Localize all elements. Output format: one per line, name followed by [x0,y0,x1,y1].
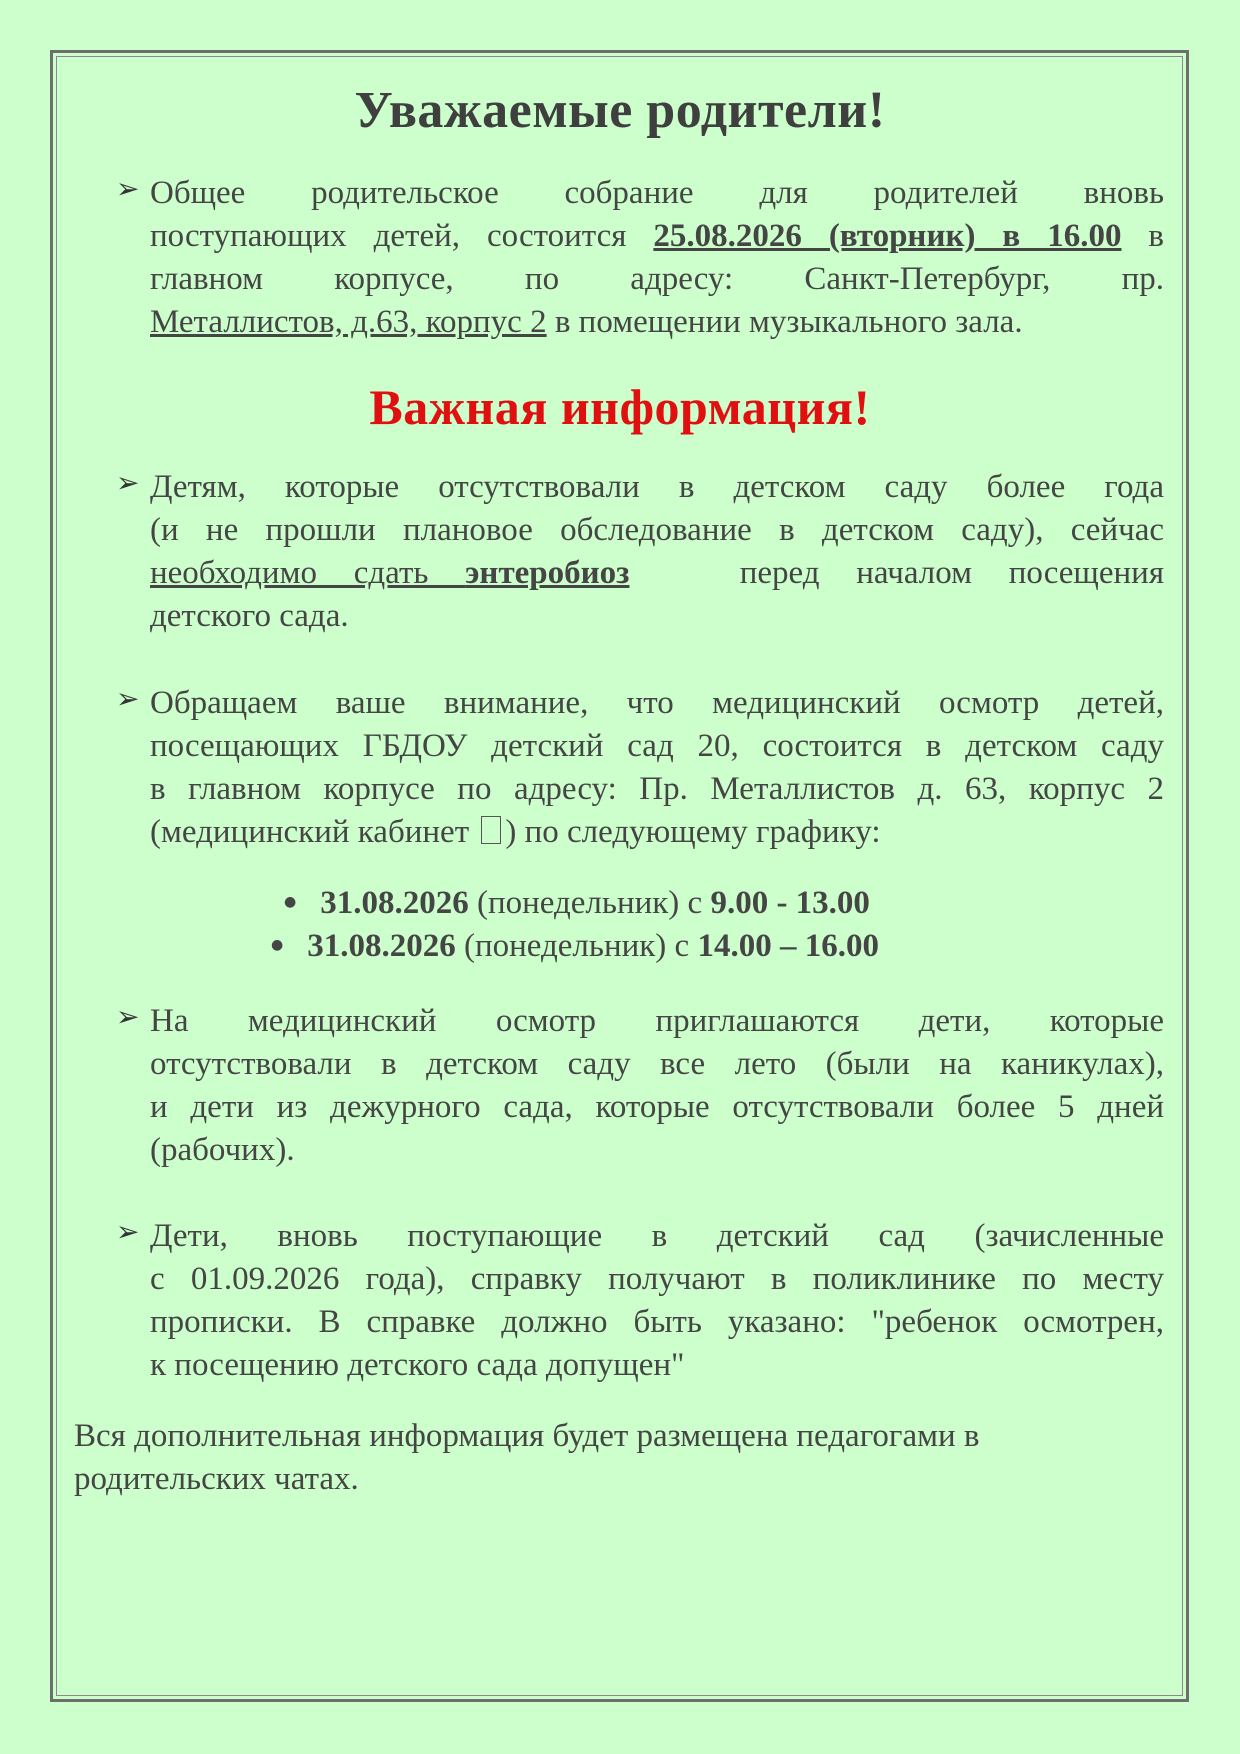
schedule-item: ● 31.08.2026 (понедельник) с 9.00 - 13.00 [284,885,870,921]
arrow-bullet-icon: ➢ [116,682,140,715]
dot-bullet-icon: ● [271,936,284,953]
schedule-date: 31.08.2026 [320,885,469,921]
arrow-bullet-icon: ➢ [116,172,140,205]
text-line: Общее родительское собрание для родителей вновь [150,175,1164,211]
text-line: Дети, вновь поступающие в детский сад (зачисленные [150,1218,1164,1254]
dot-bullet-icon: ● [284,893,297,910]
meeting-date: 25.08.2026 (вторник) в 16.00 [653,218,1122,254]
text-line: к посещению детского сада допущен" [150,1347,685,1383]
schedule-time: 14.00 – 16.00 [697,928,879,964]
schedule-item: ● 31.08.2026 (понедельник) с 14.00 – 16.00 [271,928,879,964]
schedule-time: 9.00 - 13.00 [710,885,870,921]
paragraph-new-children [150,1215,1164,1387]
text-line: (и не прошли плановое обследование в детском саду), сейчас [150,512,1164,548]
text-line: детского сада. [150,598,349,634]
text-line: родительских чатах. [74,1461,359,1497]
footer-note [74,1415,1174,1501]
arrow-bullet-icon: ➢ [116,466,140,499]
text-line: необходимо сдать энтеробиоз перед началом посещения [150,555,1164,591]
text-line: (медицинский кабинет ) по следующему графику: [150,814,881,850]
text-line: Вся дополнительная информация будет размещена педагогами в [74,1418,980,1454]
arrow-bullet-icon: ➢ [116,1000,140,1033]
arrow-bullet-icon: ➢ [116,1215,140,1248]
text-line: На медицинский осмотр приглашаются дети, которые [150,1003,1164,1039]
paragraph-enterobiasis [150,466,1164,638]
text-line: отсутствовали в детском саду все лето (были на каникулах), [150,1046,1164,1082]
text-line: Обращаем ваше внимание, что медицинский осмотр детей, [150,685,1164,721]
page-title: Уважаемые родители! [354,82,886,139]
text-line: Металлистов, д.63, корпус 2 в помещении музыкального зала. [150,304,1023,340]
text-line: с 01.09.2026 года), справку получают в поликлинике по месту [150,1261,1164,1297]
enterobiasis-term: энтеробиоз [465,555,630,591]
text-line: Детям, которые отсутствовали в детском саду более года [150,469,1164,505]
text-line: главном корпусе, по адресу: Санкт-Петербург, пр. [150,261,1164,297]
text-line: и дети из дежурного сада, которые отсутствовали более 5 дней [150,1089,1164,1125]
paragraph-meeting [150,172,1164,344]
text-line: (рабочих). [150,1132,295,1168]
address: Металлистов, д.63, корпус 2 [150,304,547,340]
schedule-date: 31.08.2026 [307,928,456,964]
text-line: поступающих детей, состоится 25.08.2026 (вторник) в 16.00 в [150,218,1164,254]
important-title: Важная информация! [369,379,871,435]
missing-glyph-box-icon [481,816,501,844]
text-line: посещающих ГБДОУ детский сад 20, состоится в детском саду [150,728,1164,764]
text-line: прописки. В справке должно быть указано: "ребенок осмотрен, [150,1304,1164,1340]
paragraph-medical-exam [150,682,1164,854]
paragraph-invited-children [150,1000,1164,1172]
text-line: в главном корпусе по адресу: Пр. Металлистов д. 63, корпус 2 [150,771,1164,807]
